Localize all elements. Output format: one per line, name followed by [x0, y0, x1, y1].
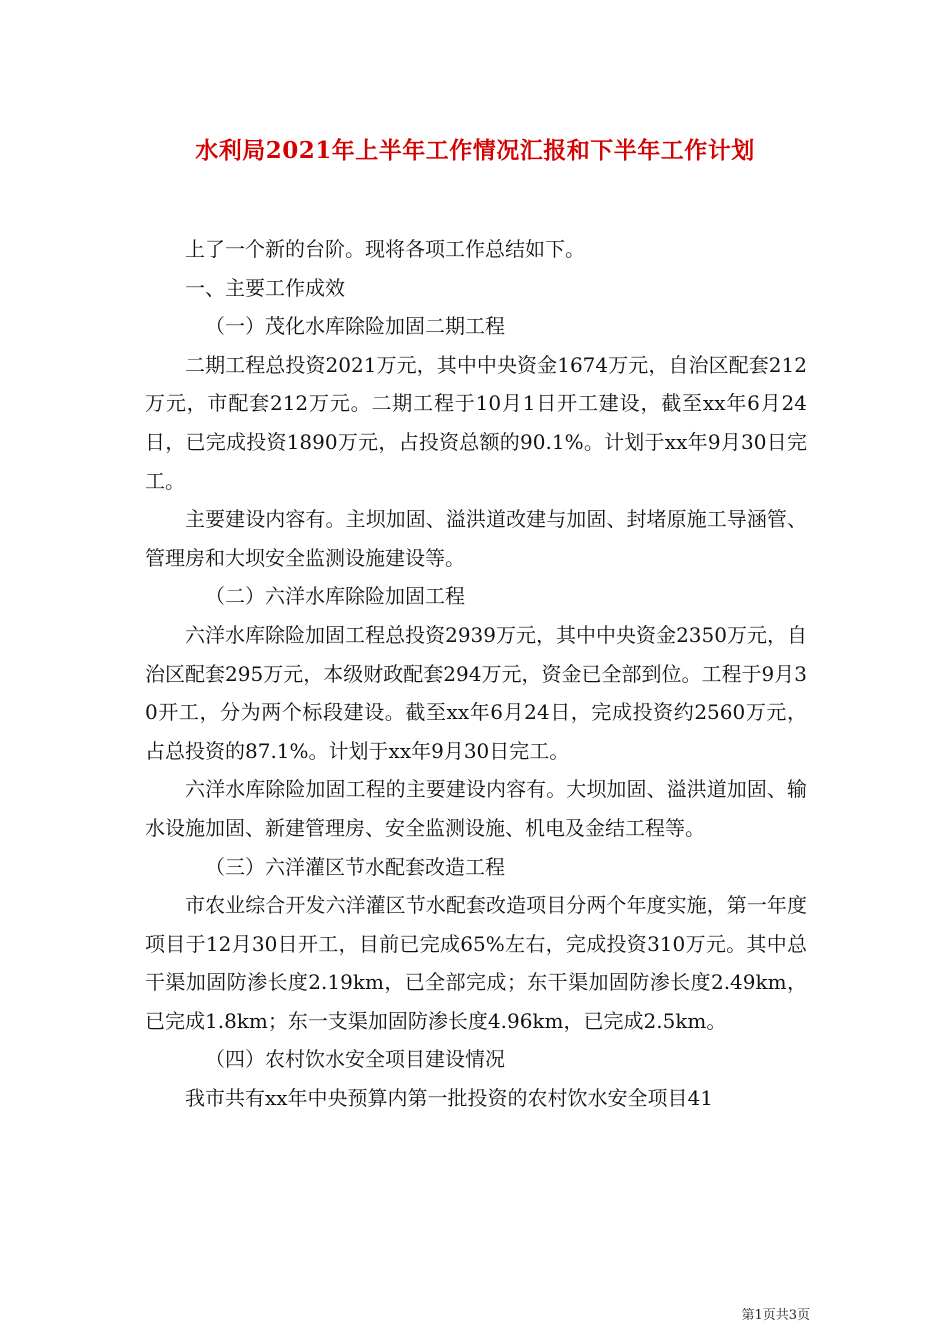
paragraph-6: 我市共有xx年中央预算内第一批投资的农村饮水安全项目41: [185, 1086, 714, 1111]
subsection-heading-3: （三）六洋灌区节水配套改造工程: [205, 854, 505, 879]
paragraph-3: 六洋水库除险加固工程总投资2939万元，其中中央资金2350万元，自治区配套295万元，本级财政配套294万元，资金已全部到位。工程于9月30开工，分为两个标段建设。截至xx年6月24日，完成投资约2560万元，占总投资的87.1%。计划于xx年9月30日完工。: [145, 622, 807, 763]
page-number: 第1页共3页: [741, 1308, 810, 1323]
document-title: 水利局2021年上半年工作情况汇报和下半年工作计划: [195, 137, 755, 164]
paragraph-intro: 上了一个新的台阶。现将各项工作总结如下。: [185, 237, 585, 261]
document-body: [145, 230, 807, 1118]
subsection-heading-4: （四）农村饮水安全项目建设情况: [205, 1047, 505, 1072]
paragraph-2: 主要建设内容有。主坝加固、溢洪道改建与加固、封堵原施工导涵管、管理房和大坝安全监测设施建设等。: [145, 507, 807, 570]
paragraph-5: 市农业综合开发六洋灌区节水配套改造项目分两个年度实施，第一年度项目于12月30日开工，目前已完成65%左右，完成投资310万元。其中总干渠加固防渗长度2.19km，已全部完成；东干渠加固防渗长度2.49km，已完成1.8km；东一支渠加固防渗长度4.96km，已完成2.5km。: [145, 893, 807, 1033]
subsection-heading-1: （一）茂化水库除险加固二期工程: [205, 314, 505, 339]
paragraph-1: 二期工程总投资2021万元，其中中央资金1674万元，自治区配套212万元，市配套212万元。二期工程于10月1日开工建设，截至xx年6月24日，已完成投资1890万元，占投资总额的90.1%。计划于xx年9月30日完工。: [145, 352, 807, 493]
subsection-heading-2: （二）六洋水库除险加固工程: [205, 584, 465, 609]
section-heading-main-results: 一、主要工作成效: [185, 275, 345, 300]
paragraph-4: 六洋水库除险加固工程的主要建设内容有。大坝加固、溢洪道加固、输水设施加固、新建管理房、安全监测设施、机电及金结工程等。: [145, 777, 807, 840]
